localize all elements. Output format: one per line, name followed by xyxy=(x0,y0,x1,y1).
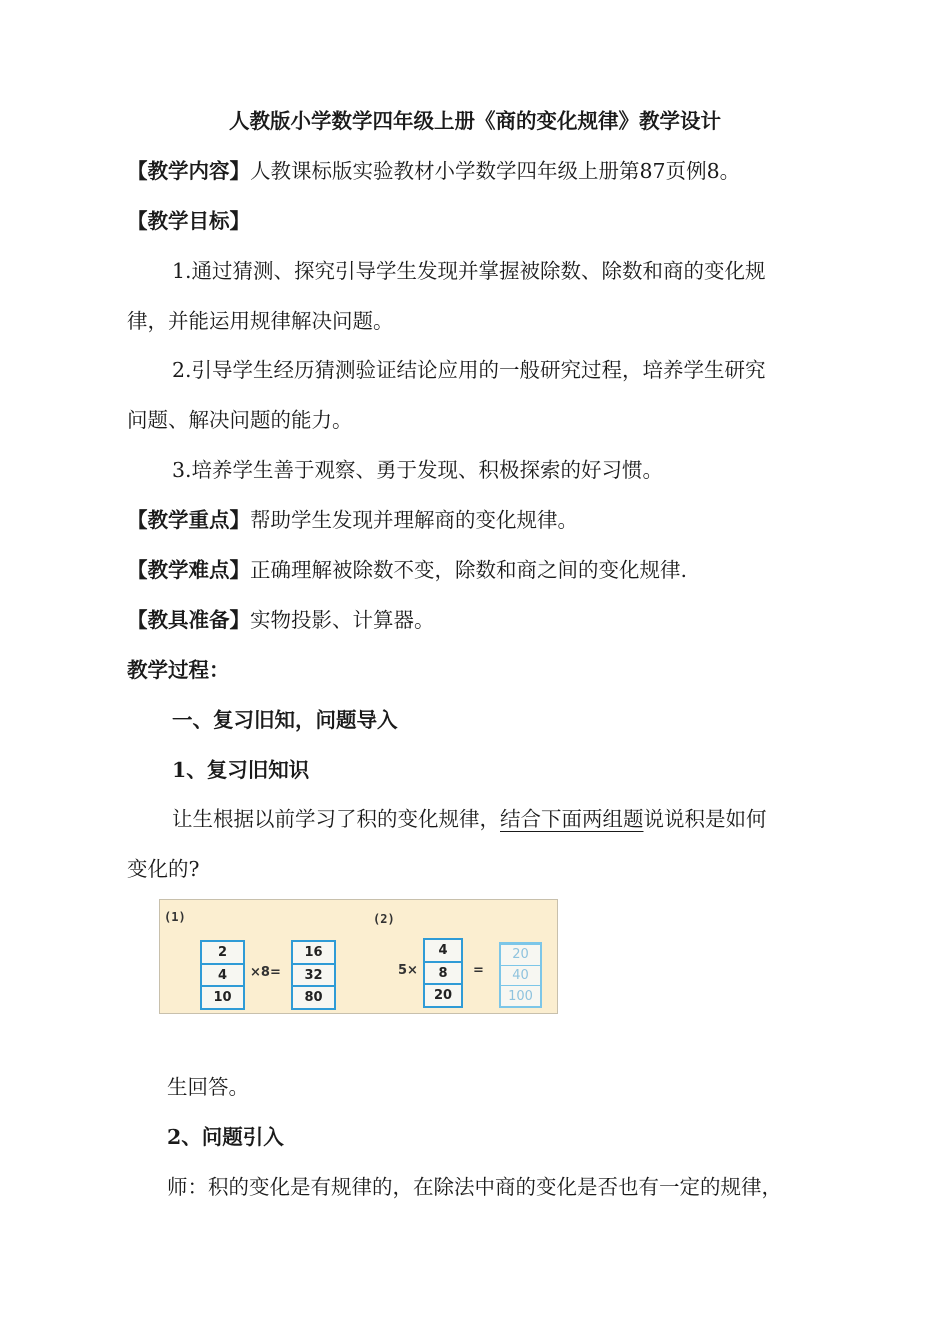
group-2-product: 20 xyxy=(501,944,540,965)
key-point-text: 帮助学生发现并理解商的变化规律。 xyxy=(250,508,578,532)
subsection-1-heading: 1、复习旧知识 xyxy=(172,758,310,782)
multiplication-figure xyxy=(159,899,558,1014)
teaching-content-label: 【教学内容】 xyxy=(127,159,250,183)
document-title: 人教版小学数学四年级上册《商的变化规律》教学设计 xyxy=(229,109,721,133)
group-2-products xyxy=(499,942,542,1008)
figure-label-1: (1) xyxy=(164,910,186,924)
group-2-equals: = xyxy=(473,963,484,978)
paragraph-1-line-1 xyxy=(172,804,767,834)
tools xyxy=(127,605,435,635)
group-1-products xyxy=(291,940,336,1010)
group-2-factor: 4 xyxy=(438,942,448,958)
goal-2-line-1: 2.引导学生经历猜测验证结论应用的一般研究过程，培养学生研究 xyxy=(172,358,766,382)
goal-1-line-2: 律，并能运用规律解决问题。 xyxy=(127,309,394,333)
subsection-2-heading: 2、问题引入 xyxy=(167,1125,284,1149)
tools-label: 【教具准备】 xyxy=(127,608,250,632)
key-point-label: 【教学重点】 xyxy=(127,508,250,532)
section-1-heading: 一、复习旧知，问题导入 xyxy=(172,708,398,732)
paragraph-2: 师：积的变化是有规律的，在除法中商的变化是否也有一定的规律， xyxy=(167,1175,782,1199)
group-2-product: 40 xyxy=(501,965,540,986)
figure-label-2: (2) xyxy=(373,912,395,926)
group-1-factor: 10 xyxy=(202,985,243,1008)
goal-3: 3.培养学生善于观察、勇于发现、积极探索的好习惯。 xyxy=(172,458,664,482)
group-1-operator: ×8= xyxy=(250,965,281,980)
group-1-factor: 2 xyxy=(217,944,228,960)
group-1-product: 16 xyxy=(304,944,323,960)
process-heading: 教学过程： xyxy=(127,658,230,682)
paragraph-1-underlined: 结合下面两组题 xyxy=(500,807,644,831)
group-1-product: 80 xyxy=(293,985,334,1008)
difficulty xyxy=(127,555,687,585)
group-2-factors xyxy=(423,938,463,1008)
group-1-factor: 4 xyxy=(202,963,243,986)
teaching-content xyxy=(127,156,740,186)
paragraph-1-line-2: 变化的? xyxy=(127,857,200,881)
group-2-prefix: 5× xyxy=(398,963,418,978)
teaching-goals-label: 【教学目标】 xyxy=(127,209,250,233)
group-2-product: 100 xyxy=(501,985,540,1006)
student-answer: 生回答。 xyxy=(167,1075,249,1099)
group-2-factor: 20 xyxy=(425,983,461,1006)
key-point xyxy=(127,505,578,535)
difficulty-label: 【教学难点】 xyxy=(127,558,250,582)
group-1-factors xyxy=(200,940,245,1010)
group-2-factor: 8 xyxy=(425,961,461,984)
goal-2-line-2: 问题、解决问题的能力。 xyxy=(127,408,353,432)
tools-text: 实物投影、计算器。 xyxy=(250,608,435,632)
group-1-product: 32 xyxy=(293,963,334,986)
goal-1-line-1: 1.通过猜测、探究引导学生发现并掌握被除数、除数和商的变化规 xyxy=(172,259,766,283)
paragraph-1-text-before: 让生根据以前学习了积的变化规律， xyxy=(172,807,500,831)
difficulty-text: 正确理解被除数不变，除数和商之间的变化规律. xyxy=(250,558,688,582)
paragraph-1-text-after: 说说积是如何 xyxy=(643,807,767,831)
teaching-content-text: 人教课标版实验教材小学数学四年级上册第87页例8。 xyxy=(250,159,741,183)
